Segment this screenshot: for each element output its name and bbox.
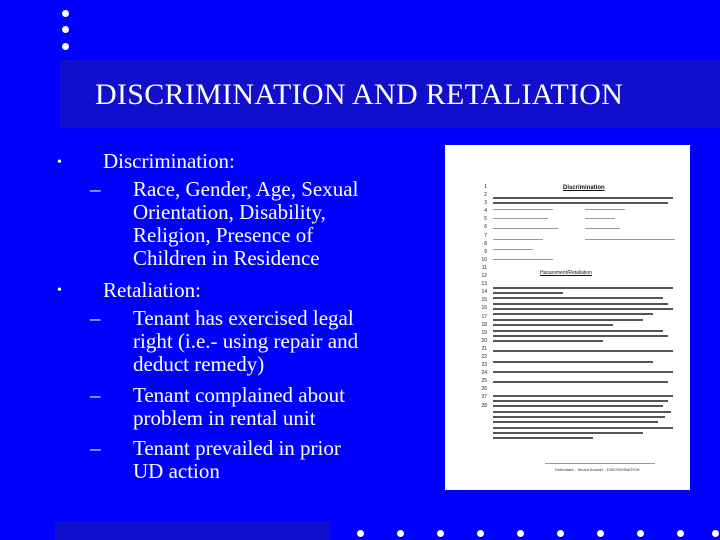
text-line: Tenant complained about: [133, 383, 345, 407]
line-numbers: 1 2 3 4 5 6 7 8 9 10 11 12 13 14 15 16 17 18 19 20 21 22 23 24 25 26 27 28: [481, 184, 487, 409]
text-line: [493, 421, 658, 423]
sub-item-protected-classes: [133, 178, 378, 270]
text-line: Religion, Presence of: [133, 223, 314, 247]
sub-bullet-dash: –: [90, 177, 101, 201]
text-line: [493, 395, 673, 397]
sub-bullet-dash: –: [90, 383, 101, 407]
text-line: [493, 297, 663, 299]
decorative-dot: [397, 530, 404, 537]
decorative-dot: [477, 530, 484, 537]
bullet-marker: •: [57, 283, 62, 298]
text-line: [493, 239, 543, 240]
slide-title: DISCRIMINATION AND RETALIATION: [95, 78, 624, 111]
decorative-dot: [357, 530, 364, 537]
bottom-bar: [55, 521, 330, 540]
decorative-dot: [437, 530, 444, 537]
text-line: [493, 427, 673, 429]
text-line: [493, 287, 673, 289]
decorative-dot: [597, 530, 604, 537]
document-subtitle: Harassment/Retaliation: [540, 270, 592, 276]
decorative-dot: [712, 530, 719, 537]
text-line: [585, 239, 675, 240]
sub-item-legal-right: [133, 307, 378, 376]
sub-bullet-dash: –: [90, 306, 101, 330]
text-line: deduct remedy): [133, 352, 265, 376]
text-line: [493, 437, 593, 439]
decorative-dot: [62, 26, 69, 33]
text-line: [493, 330, 663, 332]
text-line: [493, 324, 613, 326]
text-line: [493, 319, 643, 321]
text-line: [493, 259, 553, 260]
text-line: [493, 361, 653, 363]
text-line: [493, 202, 668, 204]
text-line: [585, 209, 625, 210]
text-line: UD action: [133, 459, 220, 483]
text-line: [493, 228, 558, 229]
document-image: [445, 145, 690, 490]
text-line: [493, 340, 603, 342]
text-line: [493, 400, 668, 402]
text-line: [493, 335, 668, 337]
text-line: [493, 303, 668, 305]
text-line: Tenant prevailed in prior: [133, 436, 341, 460]
text-line: [493, 381, 668, 383]
bullet-heading-retaliation: Retaliation:: [103, 278, 201, 302]
decorative-dot: [637, 530, 644, 537]
document-footer: Defendant - Tenant Answer - DISCRIMINATION: [555, 467, 640, 472]
text-line: [493, 197, 673, 199]
text-line: [493, 371, 673, 373]
text-line: [493, 416, 665, 418]
text-line: Children in Residence: [133, 246, 320, 270]
text-line: [493, 218, 548, 219]
text-line: Orientation, Disability,: [133, 200, 326, 224]
decorative-dot: [517, 530, 524, 537]
signature-line: [545, 463, 655, 464]
document-title: Discrimination: [563, 185, 605, 191]
text-line: [493, 249, 533, 250]
text-line: [493, 405, 663, 407]
text-line: Tenant has exercised legal: [133, 306, 354, 330]
text-line: [585, 218, 615, 219]
bullet-marker: •: [57, 155, 62, 170]
text-line: [493, 209, 553, 210]
decorative-dot: [677, 530, 684, 537]
bullet-heading-discrimination: Discrimination:: [103, 149, 235, 173]
text-line: [493, 292, 563, 294]
decorative-dot: [62, 43, 69, 50]
text-line: [493, 432, 643, 434]
decorative-dot: [62, 10, 69, 17]
text-line: [585, 228, 620, 229]
text-line: problem in rental unit: [133, 406, 316, 430]
sub-bullet-dash: –: [90, 436, 101, 460]
sub-item-complained: [133, 384, 378, 430]
text-line: [493, 350, 673, 352]
text-line: [493, 313, 653, 315]
text-line: right (i.e.- using repair and: [133, 329, 359, 353]
sub-item-prevailed-ud: [133, 437, 378, 483]
text-line: [493, 308, 673, 310]
decorative-dot: [557, 530, 564, 537]
text-line: [493, 411, 671, 413]
text-line: Race, Gender, Age, Sexual: [133, 177, 359, 201]
